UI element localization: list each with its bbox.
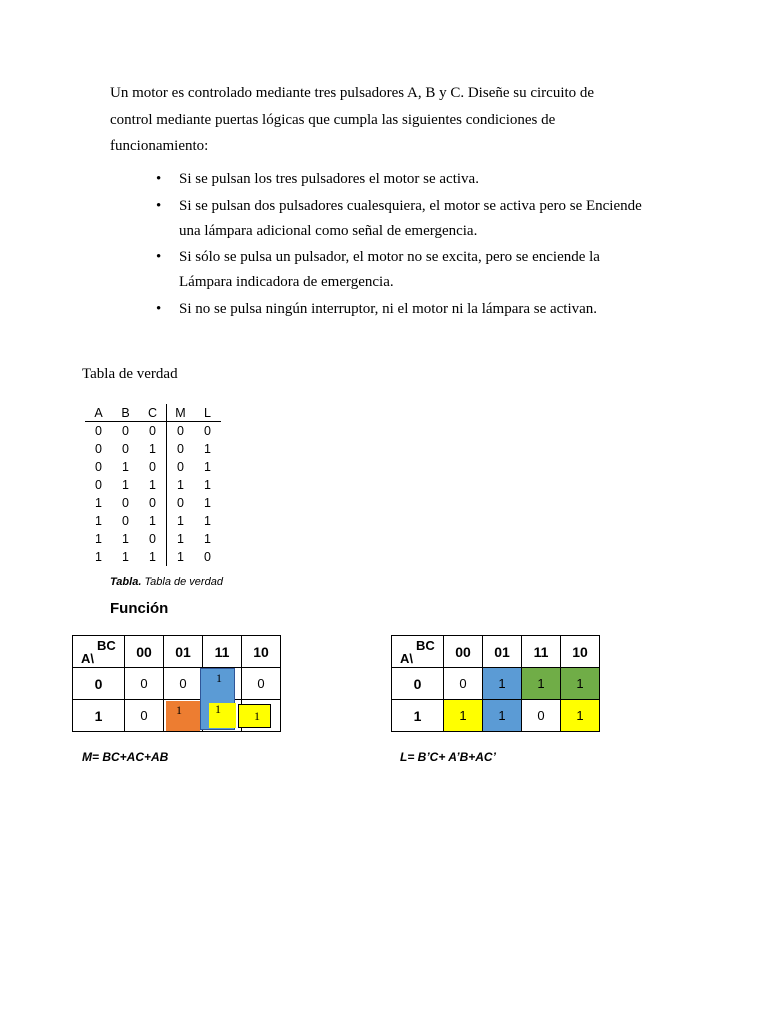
- kmap-corner: [392, 636, 444, 668]
- kmap-row-header: 0: [73, 668, 125, 700]
- truth-table-header-row: [85, 404, 221, 422]
- truth-table-cell: 1: [95, 496, 102, 510]
- group-ac-orange: [166, 701, 200, 731]
- truth-table-cell: 0: [167, 422, 195, 441]
- truth-table-title: Tabla de verdad: [82, 366, 178, 382]
- kmap-cell: 1: [522, 668, 561, 700]
- truth-table-cell: 1: [167, 476, 195, 494]
- truth-table-cell: 1: [122, 478, 129, 492]
- kmap-col-header: 01: [164, 636, 203, 668]
- truth-table-cell: 1: [204, 496, 211, 510]
- intro-line: funcionamiento:: [110, 138, 209, 154]
- truth-table-cell: 0: [95, 460, 102, 474]
- kmap-header-row: [73, 636, 281, 668]
- truth-table-cell: 1: [204, 514, 211, 528]
- truth-table-cell: 1: [167, 548, 195, 566]
- truth-table-row: [85, 530, 221, 548]
- condition-item: [156, 194, 676, 244]
- truth-table-cell: 1: [122, 532, 129, 546]
- condition-line: Lámpara indicadora de emergencia.: [179, 274, 394, 290]
- kmap-row: [392, 700, 600, 732]
- truth-table-cell: 1: [95, 514, 102, 528]
- kmap-row: [73, 668, 281, 700]
- mark-one: 1: [215, 702, 221, 716]
- caption-label: Tabla.: [110, 576, 142, 588]
- kmap-cell: 1: [561, 700, 600, 732]
- intro-line: Un motor es controlado mediante tres pulsadores A, B y C. Diseñe su circuito de: [110, 85, 595, 101]
- truth-table-cell: 1: [204, 478, 211, 492]
- intro-line: control mediante puertas lógicas que cumpla las siguientes condiciones de: [110, 111, 556, 128]
- truth-table-cell: 0: [204, 550, 211, 564]
- condition-item: [156, 167, 676, 192]
- truth-table-cell: 0: [149, 532, 156, 546]
- header-l: L: [194, 404, 221, 422]
- kmap-row-header: 0: [392, 668, 444, 700]
- equation-lamp: L= B’C+ A’B+AC’: [400, 750, 496, 764]
- header-m: M: [167, 404, 195, 422]
- kmap-header-row: [392, 636, 600, 668]
- kmap-row-header: 1: [73, 700, 125, 732]
- funcion-heading: Función: [110, 600, 169, 617]
- truth-table-row: [85, 422, 221, 441]
- kmap-cell: 0: [125, 668, 164, 700]
- kmap-cell: 1: [444, 700, 483, 732]
- condition-line: Si no se pulsa ningún interruptor, ni el motor ni la lámpara se activan.: [179, 300, 598, 317]
- kmap-cell: 0: [522, 700, 561, 732]
- truth-table-cell: 0: [149, 424, 156, 438]
- truth-table-cell: 1: [149, 514, 156, 528]
- truth-table-cell: 0: [167, 440, 195, 458]
- truth-table-cell: 0: [149, 496, 156, 510]
- bullet-icon: •: [156, 171, 162, 187]
- caption-text: Tabla de verdad: [141, 576, 223, 588]
- truth-table-row: [85, 476, 221, 494]
- kmap-col-header: 10: [242, 636, 281, 668]
- kmap-corner: [73, 636, 125, 668]
- kmap-cell: 1: [561, 668, 600, 700]
- equation-motor: M= BC+AC+AB: [82, 750, 169, 764]
- mark-one: 1: [216, 671, 222, 685]
- corner-bc-label: BC: [97, 638, 116, 653]
- bullet-icon: •: [156, 197, 162, 214]
- kmap-col-header: 11: [203, 636, 242, 668]
- truth-table-row: [85, 512, 221, 530]
- mark-one: 1: [176, 703, 182, 717]
- corner-a-label: A\: [81, 651, 94, 666]
- truth-table-row: [85, 494, 221, 512]
- truth-table-cell: 0: [204, 424, 211, 438]
- header-a: A: [85, 404, 112, 422]
- corner-bc-label: BC: [416, 638, 435, 653]
- header-b: B: [112, 404, 139, 422]
- condition-line: Si sólo se pulsa un pulsador, el motor no se excita, pero se enciende la: [179, 249, 600, 265]
- truth-table-cell: 1: [122, 550, 129, 564]
- kmap-row-header: 1: [392, 700, 444, 732]
- truth-table-cell: 0: [122, 442, 129, 456]
- truth-table-cell: 0: [167, 494, 195, 512]
- condition-item: [156, 245, 676, 295]
- truth-table-cell: 1: [167, 512, 195, 530]
- bullet-icon: •: [156, 300, 162, 317]
- truth-table-cell: 0: [167, 458, 195, 476]
- kmap-cell: 0: [164, 668, 203, 700]
- truth-table-cell: 1: [149, 550, 156, 564]
- truth-table-cell: 0: [122, 496, 129, 510]
- condition-line: Si se pulsan los tres pulsadores el motor se activa.: [179, 171, 479, 187]
- kmap-col-header: 01: [483, 636, 522, 668]
- kmap-cell: 0: [242, 668, 281, 700]
- truth-table-cell: 1: [204, 442, 211, 456]
- kmap-col-header: 00: [444, 636, 483, 668]
- truth-table-cell: 1: [95, 550, 102, 564]
- bullet-icon: •: [156, 249, 162, 265]
- group-ab-yellow: [209, 703, 236, 728]
- kmap-cell: 1: [483, 668, 522, 700]
- truth-table: [85, 404, 221, 566]
- kmap-row: [392, 668, 600, 700]
- truth-table-cell: 0: [95, 478, 102, 492]
- kmap-col-header: 10: [561, 636, 600, 668]
- intro-paragraph: [110, 80, 670, 160]
- mark-one: 1: [254, 709, 260, 723]
- truth-table-cell: 1: [122, 460, 129, 474]
- truth-table-cell: 0: [95, 442, 102, 456]
- truth-table-row: [85, 440, 221, 458]
- conditions-list: [156, 167, 676, 323]
- kmap-cell: 0: [444, 668, 483, 700]
- kmap-col-header: 11: [522, 636, 561, 668]
- truth-table-cell: 0: [122, 514, 129, 528]
- group-ab-yellow: [238, 704, 271, 728]
- truth-table-cell: 0: [95, 424, 102, 438]
- condition-line: Si se pulsan dos pulsadores cualesquiera, el motor se activa pero se Enciende: [179, 197, 642, 214]
- truth-table-cell: 1: [167, 530, 195, 548]
- condition-item: [156, 297, 676, 322]
- truth-table-cell: 1: [149, 442, 156, 456]
- kmap-lamp: [391, 635, 600, 732]
- truth-table-cell: 0: [149, 460, 156, 474]
- truth-table-cell: 1: [204, 460, 211, 474]
- condition-line: una lámpara adicional como señal de emergencia.: [179, 222, 478, 239]
- kmap-cell: 0: [125, 700, 164, 732]
- truth-table-cell: 0: [122, 424, 129, 438]
- truth-table-cell: 1: [95, 532, 102, 546]
- truth-table-cell: 1: [149, 478, 156, 492]
- truth-table-row: [85, 458, 221, 476]
- table-figure-caption: [110, 576, 223, 588]
- header-c: C: [139, 404, 167, 422]
- kmap-col-header: 00: [125, 636, 164, 668]
- truth-table-row: [85, 548, 221, 566]
- corner-a-label: A\: [400, 651, 413, 666]
- kmap-cell: 1: [483, 700, 522, 732]
- truth-table-cell: 1: [204, 532, 211, 546]
- truth-table-body: [85, 422, 221, 567]
